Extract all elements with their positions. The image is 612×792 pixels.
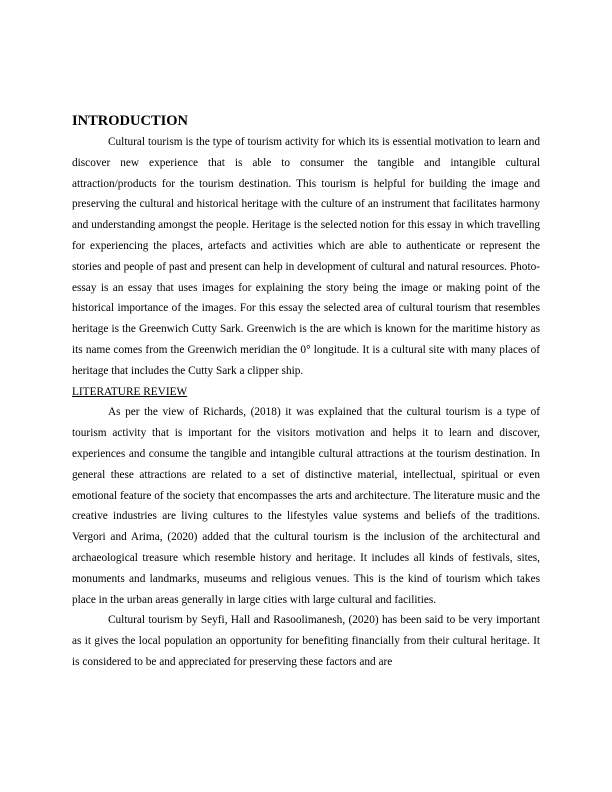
- literature-review-heading: LITERATURE REVIEW: [72, 385, 188, 398]
- document-page: [72, 112, 540, 673]
- introduction-paragraph: Cultural tourism is the type of tourism activity for which its is essential motivation to learn and discover new experience that is able to consumer the tangible and intangible cultural attraction/products for the tourism destination. This tourism is helpful for building the image and preserving the cultural and historical heritage with the culture of an instrument that facilitates harmony and understanding amongst the people. Heritage is the selected notion for this essay in which travelling for experiencing the places, artefacts and activities which are able to authenticate or represent the stories and people of past and present can help in development of cultural and natural resources. Photo-essay is an essay that uses images for explaining the story being the image or making point of the historical importance of the images. For this essay the selected area of cultural tourism that resembles heritage is the Greenwich Cutty Sark. Greenwich is the are which is known for the maritime history as its name comes from the Greenwich meridian the 0° longitude. It is a cultural site with many places of heritage that includes the Cutty Sark a clipper ship.: [72, 136, 540, 377]
- literature-review-paragraph-2: Cultural tourism by Seyfi, Hall and Rasoolimanesh, (2020) has been said to be very important as it gives the local population an opportunity for benefiting financially from their cultural heritage. It is considered to be and appreciated for preserving these factors and are: [72, 614, 540, 668]
- introduction-heading: INTRODUCTION: [72, 113, 189, 129]
- literature-review-paragraph-1: As per the view of Richards, (2018) it was explained that the cultural tourism is a type of tourism activity that is important for the visitors motivation and helps it to learn and discover, experiences and consume the tangible and intangible cultural attractions at the tourism destination. In general these attractions are related to a set of distinctive material, intellectual, spiritual or even emotional feature of the society that encompasses the arts and architecture. The literature music and the creative industries are living cultures to the lifestyles value systems and beliefs of the traditions. Vergori and Arima, (2020) added that the cultural tourism is the inclusion of the architectural and archaeological treasure which resemble history and heritage. It includes all kinds of festivals, sites, monuments and landmarks, museums and religious venues. This is the kind of tourism which takes place in the urban areas generally in large cities with large cultural and facilities.: [72, 406, 540, 606]
